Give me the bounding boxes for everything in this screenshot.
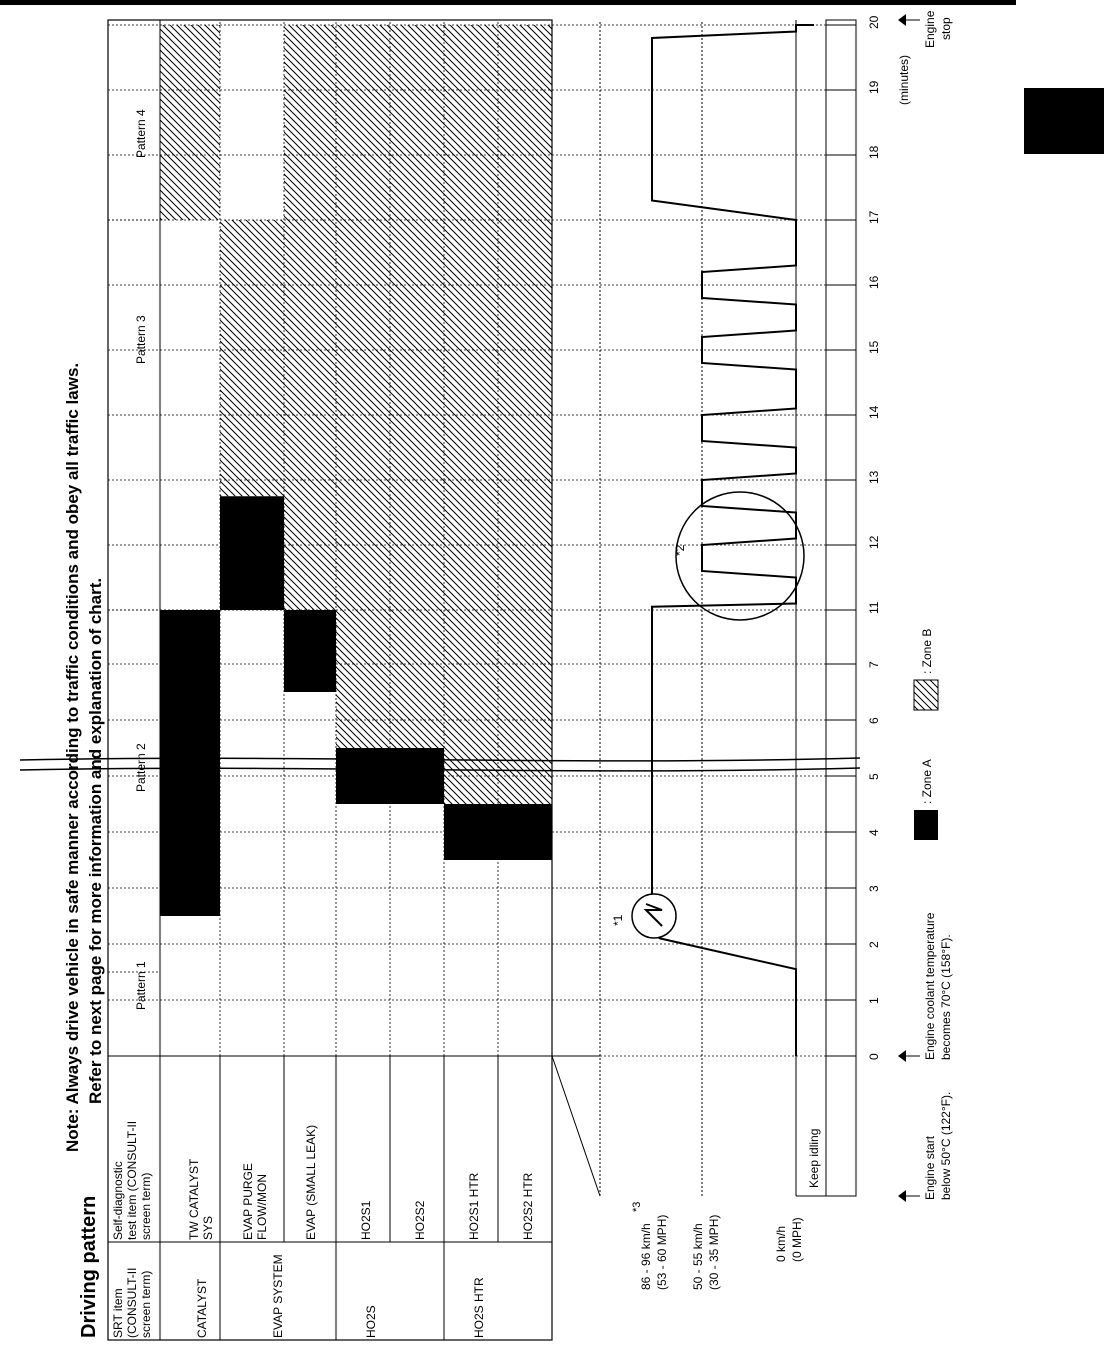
row-label-ho2s1: HO2S1 [359, 1200, 373, 1240]
zone-a-cell-3 [284, 610, 336, 692]
zone-b-cell-8 [390, 610, 444, 748]
legend-zone-b-label: : Zone B [920, 628, 934, 674]
tick-label-4: 4 [867, 829, 881, 836]
tick-label-13: 13 [867, 470, 881, 484]
keep-idling-label: Keep idling [807, 1128, 821, 1188]
row-label-ho2s2: HO2S2 [413, 1200, 427, 1240]
zone-b-cell-13 [160, 25, 220, 220]
tick-label-20: 20 [867, 15, 881, 29]
zone-b-cell-16 [390, 25, 444, 610]
tick-label-18: 18 [867, 145, 881, 159]
speed-mid-label: 50 - 55 km/h [691, 1223, 705, 1290]
header-self-line2: test item (CONSULT-II [125, 1120, 139, 1240]
engine-start-arrowhead [898, 1190, 906, 1202]
zone-b-cell-12 [498, 610, 552, 804]
time-axis-box [826, 20, 856, 1196]
legend-zone-a-swatch [914, 810, 938, 840]
row-label-evap-purge-1: EVAP PURGE [241, 1163, 255, 1240]
legend-zone-a-label: : Zone A [920, 759, 934, 804]
zone-b-cell-10 [444, 610, 498, 804]
zone-b-cell-2 [220, 220, 284, 496]
group-ho2s-htr: HO2S HTR [472, 1277, 486, 1338]
tick-label-1: 1 [867, 997, 881, 1004]
zone-fills [160, 25, 552, 916]
zone-b-cell-14 [284, 25, 336, 220]
row-label-ho2s1-htr: HO2S1 HTR [467, 1172, 481, 1240]
time-axis-unit: (minutes) [897, 54, 911, 105]
legend-zone-b-swatch [914, 680, 938, 710]
tick-label-16: 16 [867, 275, 881, 289]
tick-label-15: 15 [867, 340, 881, 354]
pattern-1-label: Pattern 1 [134, 961, 148, 1010]
zone-b-cell-6 [336, 610, 390, 748]
coolant-line1: Engine coolant temperature [923, 912, 937, 1060]
header-srt-line1: SRT item [111, 1288, 125, 1338]
speed-high-note: *3 [631, 1201, 643, 1212]
row-label-evap-purge-2: FLOW/MON [255, 1174, 269, 1240]
pattern-2-label: Pattern 2 [134, 743, 148, 792]
tick-label-0: 0 [867, 1053, 881, 1060]
tick-label-3: 3 [867, 885, 881, 892]
row-label-tw-catalyst-1: TW CATALYST [187, 1158, 201, 1240]
speed-zero-mph: (0 MPH) [790, 1217, 804, 1262]
annotation-1-circle [632, 894, 676, 938]
coolant-arrowhead [898, 1050, 906, 1062]
annotation-1-label: *1 [611, 914, 625, 926]
tick-label-11: 11 [867, 601, 881, 614]
zone-a-cell-1 [220, 496, 284, 610]
group-evap-system: EVAP SYSTEM [271, 1254, 285, 1338]
speed-high-mph: (53 - 60 MPH) [655, 1214, 669, 1290]
tick-label-2: 2 [867, 941, 881, 948]
zone-a-cell-0 [160, 610, 220, 916]
coolant-line2: becomes 70°C (158°F). [939, 934, 953, 1060]
engine-stop-line2: stop [939, 17, 953, 40]
zone-b-cell-15 [336, 25, 390, 610]
tick-label-7: 7 [867, 661, 881, 668]
pattern-3-label: Pattern 3 [134, 315, 148, 364]
tick-label-14: 14 [867, 405, 881, 419]
tick-label-17: 17 [867, 210, 881, 224]
note-line-1: Note: Always drive vehicle in safe manner according to traffic conditions and obey all traffic laws. [63, 362, 82, 1152]
page-title: Driving pattern [78, 1195, 100, 1338]
zone-b-cell-17 [444, 25, 498, 610]
speed-trace [652, 25, 814, 1056]
annotation-2-circle [676, 492, 804, 620]
engine-stop-arrowhead [898, 14, 906, 26]
speed-mid-mph: (30 - 35 MPH) [707, 1214, 721, 1290]
row-label-tw-catalyst-2: SYS [201, 1215, 215, 1240]
tick-label-6: 6 [867, 717, 881, 724]
tick-label-12: 12 [867, 535, 881, 549]
row-label-evap-small-leak: EVAP (SMALL LEAK) [304, 1124, 318, 1240]
tick-label-5: 5 [867, 773, 881, 780]
header-self-line3: screen term) [139, 1172, 153, 1240]
speed-high-label: 86 - 96 km/h [639, 1223, 653, 1290]
engine-stop-line1: Engine [923, 10, 937, 48]
group-ho2s: HO2S [364, 1305, 378, 1338]
engine-start-line1: Engine start [923, 1135, 937, 1200]
header-srt-line3: screen term) [139, 1270, 153, 1338]
note-line-2: Refer to next page for more information and explanation of chart. [86, 577, 105, 1104]
tick-label-19: 19 [867, 80, 881, 94]
speed-zero-label: 0 km/h [774, 1225, 788, 1262]
pattern-4-label: Pattern 4 [134, 109, 148, 158]
group-catalyst: CATALYST [195, 1278, 209, 1338]
funnel-line-left [552, 1056, 600, 1196]
annotation-2-label: *2 [673, 544, 687, 556]
engine-start-line2: below 50°C (122°F). [939, 1091, 953, 1200]
header-self-line1: Self-diagnostic [111, 1161, 125, 1240]
zone-b-cell-18 [498, 25, 552, 610]
header-srt-line2: (CONSULT-II [125, 1267, 139, 1338]
row-label-ho2s2-htr: HO2S2 HTR [521, 1172, 535, 1240]
time-axis-ticks [826, 15, 881, 1060]
